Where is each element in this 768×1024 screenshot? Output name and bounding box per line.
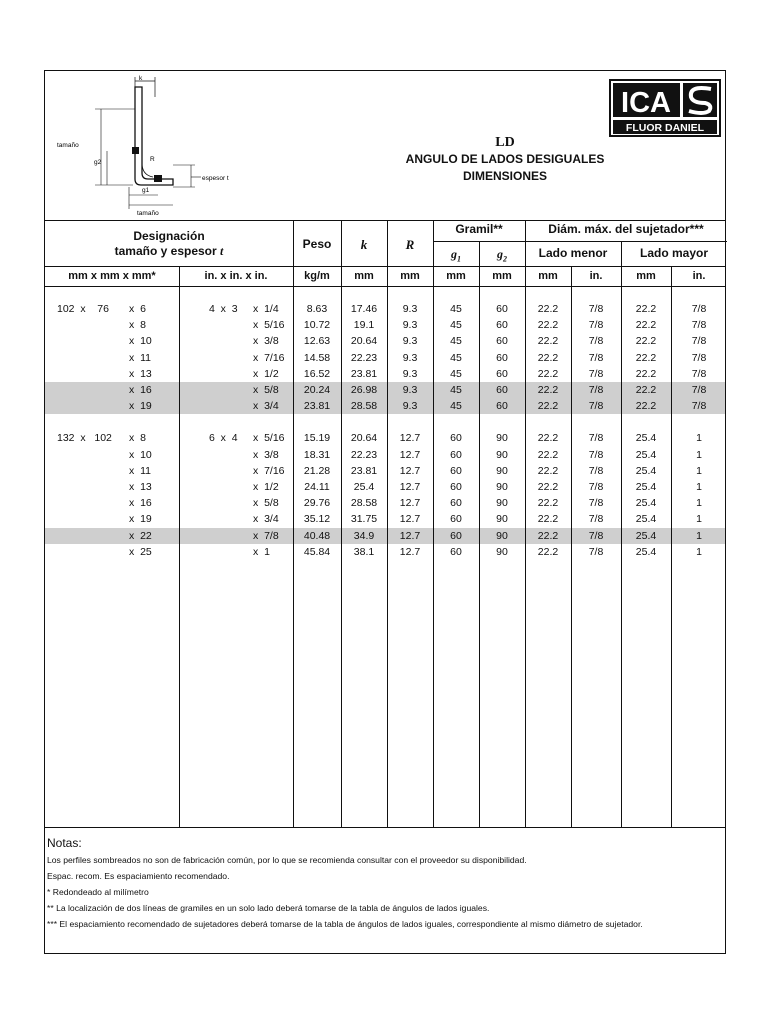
- unit-k: mm: [354, 270, 374, 282]
- cell-mayor-mm: 22.2: [635, 319, 657, 332]
- unit-g1: mm: [446, 270, 466, 282]
- cell-peso: 21.28: [303, 464, 331, 477]
- cell-g2: 90: [496, 432, 508, 445]
- cell-g1: 45: [450, 367, 462, 380]
- cell-g1: 60: [450, 448, 462, 461]
- cell-menor-mm: 22.2: [537, 351, 559, 364]
- cell-R: 9.3: [402, 367, 418, 380]
- r-label: R: [150, 156, 155, 163]
- cell-peso: 12.63: [303, 335, 331, 348]
- cell-menor-in: 7/8: [588, 529, 604, 542]
- cell-g1: 45: [450, 384, 462, 396]
- cell-menor-in: 7/8: [588, 545, 604, 558]
- note-line: * Redondeado al milímetro: [47, 887, 149, 897]
- cell-g1: 60: [450, 529, 462, 542]
- cell-g2: 90: [496, 497, 508, 510]
- cell-t-in: x 3/8: [253, 448, 279, 461]
- col-g1: $g_1$: [451, 247, 461, 264]
- g1-label: g1: [142, 187, 150, 194]
- table-row: [45, 544, 725, 560]
- cell-t-in: x 1/2: [253, 367, 279, 380]
- table-row: [45, 430, 725, 446]
- cell-R: 12.7: [399, 529, 421, 542]
- cell-menor-mm: 22.2: [537, 384, 559, 396]
- cell-mayor-mm: 25.4: [635, 481, 657, 493]
- cell-t-mm: x 22: [129, 529, 152, 542]
- espesor-label: espesor t: [202, 175, 229, 182]
- cell-g2: 90: [496, 448, 508, 461]
- cell-g1: 45: [450, 351, 462, 364]
- cell-menor-mm: 22.2: [537, 545, 559, 558]
- cell-t-mm: x 6: [129, 303, 146, 315]
- cell-mayor-in: 1: [696, 497, 702, 510]
- cell-mayor-in: 1: [696, 448, 702, 461]
- cell-t-in: x 3/8: [253, 335, 279, 348]
- col-lado-menor: Lado menor: [538, 246, 608, 260]
- divider: [293, 221, 294, 827]
- column-headers: [45, 221, 725, 267]
- cell-R: 9.3: [402, 384, 418, 396]
- cell-k: 28.58: [350, 400, 378, 413]
- cell-k: 34.9: [353, 529, 375, 542]
- col-designacion: Designación tamaño y espesor t: [114, 229, 224, 258]
- cell-R: 12.7: [399, 481, 421, 493]
- cell-R: 12.7: [399, 545, 421, 558]
- cell-mayor-in: 1: [696, 513, 702, 526]
- cell-mayor-mm: 25.4: [635, 529, 657, 542]
- divider: [433, 221, 434, 827]
- cell-R: 12.7: [399, 464, 421, 477]
- cell-k: 23.81: [350, 464, 378, 477]
- note-line: *** El espaciamiento recomendado de sujetadores deberá tomarse de la tabla de ángulos de lados iguales, correspondiente al mismo diámetro de sujetador.: [47, 919, 643, 929]
- cell-t-in: x 5/8: [253, 384, 279, 396]
- cell-R: 9.3: [402, 303, 418, 315]
- divider: [525, 221, 526, 827]
- cell-R: 9.3: [402, 400, 418, 413]
- g2-label: g2: [94, 159, 102, 166]
- table-row: [45, 479, 725, 495]
- cell-t-in: x 7/16: [253, 464, 285, 477]
- divider: [621, 241, 622, 827]
- sheet-header: [45, 71, 725, 221]
- cell-peso: 29.76: [303, 497, 331, 510]
- note-line: Los perfiles sombreados no son de fabricación común, por lo que se recomienda consultar con el proveedor su disponibilidad.: [47, 855, 527, 865]
- col-diam: Diám. máx. del sujetador***: [548, 222, 704, 236]
- unit-peso: kg/m: [304, 270, 330, 282]
- data-rows: [45, 287, 725, 827]
- cell-mayor-in: 1: [696, 481, 702, 493]
- cell-peso: 35.12: [303, 513, 331, 526]
- cell-mayor-in: 7/8: [691, 400, 707, 413]
- cell-mayor-in: 1: [696, 529, 702, 542]
- cell-g1: 60: [450, 464, 462, 477]
- cell-peso: 16.52: [303, 367, 331, 380]
- angle-outline: [135, 87, 173, 185]
- col-lado-mayor: Lado mayor: [639, 246, 708, 260]
- cell-peso: 23.81: [303, 400, 331, 413]
- cell-peso: 15.19: [303, 432, 331, 445]
- sheet-title: ANGULO DE LADOS DESIGUALES: [405, 152, 605, 166]
- cell-k: 26.98: [350, 384, 378, 396]
- cell-menor-in: 7/8: [588, 351, 604, 364]
- col-g2: $g_2$: [497, 247, 507, 264]
- cell-mayor-in: 1: [696, 432, 702, 445]
- cell-peso: 14.58: [303, 351, 331, 364]
- cell-t-in: x 1/4: [253, 303, 279, 315]
- cell-g2: 60: [496, 319, 508, 332]
- unit-g2: mm: [492, 270, 512, 282]
- cell-R: 9.3: [402, 319, 418, 332]
- cell-t-mm: x 11: [129, 464, 151, 477]
- cell-R: 12.7: [399, 497, 421, 510]
- section-code: LD: [495, 135, 515, 150]
- cell-R: 12.7: [399, 448, 421, 461]
- table-row: [45, 511, 725, 527]
- cell-mayor-mm: 25.4: [635, 513, 657, 526]
- unit-mayor-in: in.: [692, 270, 706, 282]
- cell-mayor-mm: 25.4: [635, 497, 657, 510]
- cell-k: 28.58: [350, 497, 378, 510]
- cell-menor-in: 7/8: [588, 303, 604, 315]
- size-mm-cell: 132 x 102: [57, 432, 112, 445]
- cell-k: 23.81: [350, 367, 378, 380]
- cell-g2: 90: [496, 464, 508, 477]
- unit-mm-desig: mm x mm x mm*: [68, 270, 156, 282]
- cell-g1: 45: [450, 335, 462, 348]
- cell-R: 12.7: [399, 432, 421, 445]
- cell-k: 31.75: [350, 513, 378, 526]
- cell-k: 17.46: [350, 303, 378, 315]
- cell-mayor-mm: 22.2: [635, 400, 657, 413]
- cell-menor-in: 7/8: [588, 464, 604, 477]
- cell-menor-in: 7/8: [588, 432, 604, 445]
- logo-fluor-text: FLUOR DANIEL: [625, 122, 705, 134]
- cell-mayor-mm: 22.2: [635, 335, 657, 348]
- cell-menor-mm: 22.2: [537, 513, 559, 526]
- cell-mayor-mm: 22.2: [635, 303, 657, 315]
- cell-g1: 60: [450, 497, 462, 510]
- table-row: [45, 447, 725, 463]
- cell-t-mm: x 10: [129, 335, 152, 348]
- cell-mayor-mm: 25.4: [635, 448, 657, 461]
- cell-g1: 60: [450, 545, 462, 558]
- cell-k: 38.1: [353, 545, 375, 558]
- cell-g1: 60: [450, 513, 462, 526]
- cell-k: 25.4: [353, 481, 375, 493]
- cell-g2: 60: [496, 384, 508, 396]
- table-row: [45, 350, 725, 366]
- col-k: k: [360, 237, 368, 252]
- size-in-cell: 6 x 4: [209, 432, 238, 445]
- cell-mayor-in: 7/8: [691, 367, 707, 380]
- cell-menor-mm: 22.2: [537, 529, 559, 542]
- cell-t-mm: x 13: [129, 367, 152, 380]
- cell-t-mm: x 25: [129, 545, 152, 558]
- table-row: [45, 495, 725, 511]
- unit-r: mm: [400, 270, 420, 282]
- cell-t-in: x 5/16: [253, 319, 285, 332]
- cell-t-in: x 7/16: [253, 351, 285, 364]
- logo-ica-text: ICA: [621, 87, 671, 119]
- sheet-titles: [335, 135, 675, 185]
- cell-t-mm: x 16: [129, 384, 152, 396]
- size-mm-cell: 102 x 76: [57, 303, 109, 315]
- cell-g1: 60: [450, 432, 462, 445]
- cell-g2: 90: [496, 481, 508, 493]
- cell-mayor-in: 7/8: [691, 303, 707, 315]
- spec-sheet: [44, 70, 726, 954]
- cell-t-mm: x 16: [129, 497, 152, 510]
- divider: [671, 267, 672, 827]
- gage-mark-g2: [132, 147, 139, 154]
- sheet-subtitle: DIMENSIONES: [462, 169, 547, 183]
- cell-g1: 45: [450, 400, 462, 413]
- unit-in-desig: in. x in. x in.: [204, 270, 268, 282]
- cell-t-in: x 5/8: [253, 497, 279, 510]
- cell-menor-mm: 22.2: [537, 303, 559, 315]
- cell-t-mm: x 8: [129, 319, 146, 332]
- notes-section: [45, 827, 725, 955]
- cell-t-in: x 3/4: [253, 400, 279, 413]
- cell-menor-mm: 22.2: [537, 448, 559, 461]
- cell-mayor-in: 7/8: [691, 384, 707, 396]
- cell-g2: 60: [496, 400, 508, 413]
- tamano-left-label: tamaño: [57, 142, 79, 149]
- cell-menor-in: 7/8: [588, 319, 604, 332]
- cell-t-mm: x 19: [129, 513, 152, 526]
- col-peso: Peso: [302, 237, 332, 251]
- cell-menor-in: 7/8: [588, 513, 604, 526]
- cell-g1: 45: [450, 303, 462, 315]
- cell-menor-mm: 22.2: [537, 464, 559, 477]
- cell-k: 20.64: [350, 335, 378, 348]
- note-line: Espac. recom. Es espaciamiento recomendado.: [47, 871, 230, 881]
- divider: [571, 267, 572, 827]
- cell-k: 19.1: [353, 319, 375, 332]
- cell-t-mm: x 10: [129, 448, 152, 461]
- size-in-cell: 4 x 3: [209, 303, 238, 315]
- col-gramil: Gramil**: [455, 222, 503, 236]
- tamano-bottom-label: tamaño: [137, 210, 159, 217]
- table-row: [45, 366, 725, 382]
- cell-peso: 40.48: [303, 529, 331, 542]
- cell-menor-in: 7/8: [588, 481, 604, 493]
- ica-fluor-daniel-logo: [609, 79, 721, 137]
- cell-peso: 10.72: [303, 319, 331, 332]
- k-label: k: [139, 75, 143, 82]
- cell-menor-mm: 22.2: [537, 400, 559, 413]
- cell-menor-mm: 22.2: [537, 367, 559, 380]
- cell-g1: 60: [450, 481, 462, 493]
- cell-mayor-in: 1: [696, 464, 702, 477]
- units-row: [45, 267, 725, 287]
- cell-g2: 60: [496, 335, 508, 348]
- cell-menor-in: 7/8: [588, 335, 604, 348]
- cell-k: 22.23: [350, 448, 378, 461]
- cell-menor-in: 7/8: [588, 384, 604, 396]
- cell-R: 9.3: [402, 335, 418, 348]
- cell-t-mm: x 19: [129, 400, 152, 413]
- cell-mayor-mm: 22.2: [635, 367, 657, 380]
- gage-mark-g1: [154, 175, 162, 182]
- unit-menor-mm: mm: [538, 270, 558, 282]
- unit-mayor-mm: mm: [636, 270, 656, 282]
- cell-mayor-mm: 25.4: [635, 432, 657, 445]
- cell-t-mm: x 11: [129, 351, 151, 364]
- cell-peso: 18.31: [303, 448, 331, 461]
- divider: [179, 267, 180, 827]
- cell-menor-mm: 22.2: [537, 432, 559, 445]
- cell-t-mm: x 13: [129, 481, 152, 493]
- cell-t-in: x 7/8: [253, 529, 279, 542]
- cell-t-in: x 1: [253, 545, 270, 558]
- cell-mayor-in: 7/8: [691, 351, 707, 364]
- cell-menor-in: 7/8: [588, 367, 604, 380]
- table-row: [45, 317, 725, 333]
- divider: [433, 241, 727, 242]
- divider: [387, 221, 388, 827]
- cell-t-in: x 5/16: [253, 432, 285, 445]
- col-r: R: [405, 237, 415, 252]
- cell-menor-in: 7/8: [588, 400, 604, 413]
- angle-section-diagram: [45, 71, 285, 221]
- table-row: [45, 301, 725, 317]
- cell-k: 22.23: [350, 351, 378, 364]
- table-row: [45, 528, 725, 544]
- cell-R: 9.3: [402, 351, 418, 364]
- cell-R: 12.7: [399, 513, 421, 526]
- cell-g2: 90: [496, 545, 508, 558]
- table-row: [45, 463, 725, 479]
- cell-t-in: x 3/4: [253, 513, 279, 526]
- cell-mayor-in: 7/8: [691, 319, 707, 332]
- cell-menor-in: 7/8: [588, 448, 604, 461]
- cell-peso: 20.24: [303, 384, 331, 396]
- cell-mayor-mm: 25.4: [635, 464, 657, 477]
- cell-peso: 24.11: [304, 481, 330, 493]
- cell-mayor-mm: 22.2: [635, 384, 657, 396]
- cell-menor-mm: 22.2: [537, 481, 559, 493]
- cell-mayor-in: 1: [696, 545, 702, 558]
- cell-mayor-mm: 25.4: [635, 545, 657, 558]
- cell-menor-mm: 22.2: [537, 319, 559, 332]
- cell-peso: 45.84: [303, 545, 331, 558]
- cell-g2: 60: [496, 303, 508, 315]
- cell-g2: 90: [496, 529, 508, 542]
- cell-k: 20.64: [350, 432, 378, 445]
- cell-t-mm: x 8: [129, 432, 146, 445]
- note-line: ** La localización de dos líneas de gramiles en un solo lado deberá tomarse de la tabla de ángulos de lados iguales.: [47, 903, 490, 913]
- cell-menor-mm: 22.2: [537, 497, 559, 510]
- cell-t-in: x 1/2: [253, 481, 279, 493]
- divider: [341, 221, 342, 827]
- cell-mayor-in: 7/8: [691, 335, 707, 348]
- cell-menor-mm: 22.2: [537, 335, 559, 348]
- cell-g2: 60: [496, 367, 508, 380]
- divider: [479, 241, 480, 827]
- unit-menor-in: in.: [589, 270, 603, 282]
- table-row: [45, 333, 725, 349]
- table-row: [45, 398, 725, 414]
- table-row: [45, 382, 725, 398]
- cell-peso: 8.63: [306, 303, 328, 315]
- notes-title: Notas:: [47, 836, 82, 850]
- cell-g1: 45: [450, 319, 462, 332]
- cell-menor-in: 7/8: [588, 497, 604, 510]
- cell-g2: 90: [496, 513, 508, 526]
- cell-g2: 60: [496, 351, 508, 364]
- cell-mayor-mm: 22.2: [635, 351, 657, 364]
